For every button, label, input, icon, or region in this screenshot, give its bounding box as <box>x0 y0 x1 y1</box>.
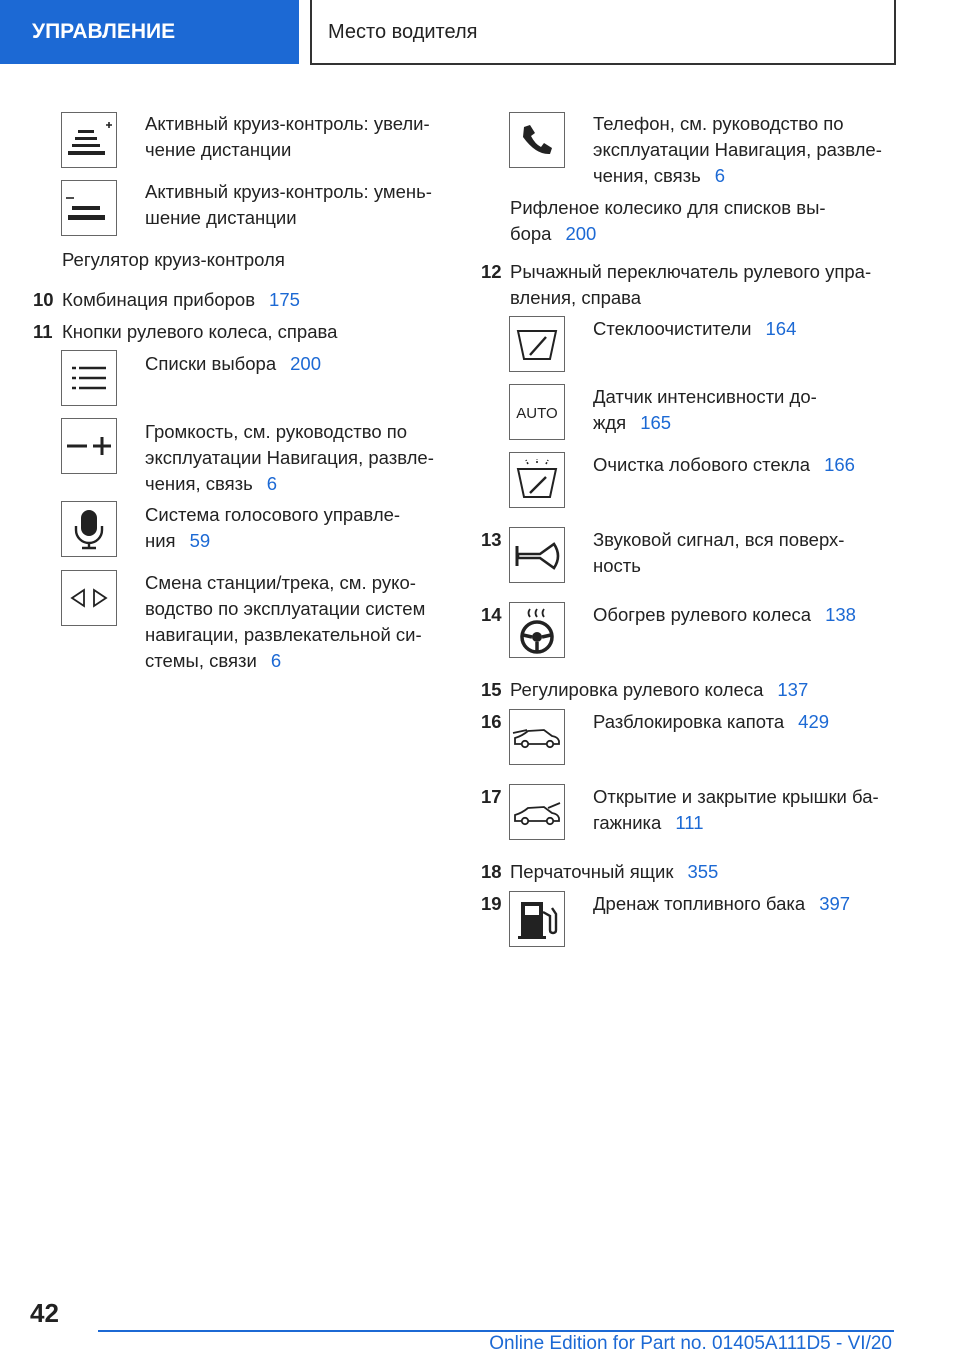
item-17-number: 17 <box>481 786 502 807</box>
item-10-number: 10 <box>33 289 54 310</box>
item-15-text: Регулировка рулевого колеса 137 <box>510 679 809 700</box>
item-10-text: Комбинация приборов 175 <box>62 289 300 310</box>
phone-page-link[interactable]: 6 <box>714 165 726 186</box>
voice-line2: ния 59 <box>145 530 211 551</box>
thumbwheel-page-link[interactable]: 200 <box>565 223 597 244</box>
item-19-text: Дренаж топливного бака 397 <box>593 893 851 914</box>
volume-minus-plus-icon <box>61 418 117 474</box>
cruise-regulator-label: Регулятор круиз-контроля <box>62 249 285 270</box>
item-12-line1: Рычажный переключатель рулевого упра- <box>510 261 872 282</box>
item-16-text: Разблокировка капота 429 <box>593 711 830 732</box>
item-14-text: Обогрев рулевого колеса 138 <box>593 604 856 625</box>
item-14-number: 14 <box>481 604 502 625</box>
volume-page-link[interactable]: 6 <box>266 473 278 494</box>
item-13-number: 13 <box>481 529 502 550</box>
lists-page-link[interactable]: 200 <box>290 353 321 374</box>
volume-line1: Громкость, см. руководство по <box>145 421 408 442</box>
item-13-line2: ность <box>593 555 641 576</box>
acc-decrease-line1: Активный круиз-контроль: умень- <box>145 181 432 202</box>
phone-line2: эксплуатации Навигация, развле- <box>593 139 882 160</box>
item-17-line2: гажника 111 <box>593 812 704 833</box>
thumbwheel-line1: Рифленое колесико для списков вы- <box>510 197 826 218</box>
microphone-icon <box>61 501 117 557</box>
acc-decrease-line2: шение дистанции <box>145 207 297 228</box>
list-icon <box>61 350 117 406</box>
item-19-page-link[interactable]: 397 <box>819 893 851 914</box>
rain-sensor-line1: Датчик интенсивности до- <box>593 386 817 407</box>
fuel-pump-icon <box>509 891 565 947</box>
item-12-number: 12 <box>481 261 502 282</box>
washer-text: Очистка лобового стекла 166 <box>593 454 855 475</box>
item-14-page-link[interactable]: 138 <box>825 604 856 625</box>
item-12-line2: вления, справа <box>510 287 642 308</box>
item-15-page-link[interactable]: 137 <box>777 679 809 700</box>
acc-increase-line1: Активный круиз-контроль: увели- <box>145 113 430 134</box>
horn-icon <box>509 527 565 583</box>
lists-text: Списки выбора 200 <box>145 353 321 374</box>
phone-line3: чения, связь 6 <box>593 165 726 186</box>
item-17-line1: Открытие и закрытие крышки ба- <box>593 786 879 807</box>
previous-next-track-icon <box>61 570 117 626</box>
station-line3: навигации, развлекательной си- <box>145 624 422 645</box>
acc-distance-increase-icon <box>61 112 117 168</box>
item-11-text: Кнопки рулевого колеса, справа <box>62 321 338 342</box>
volume-line3: чения, связь 6 <box>145 473 278 494</box>
item-11-number: 11 <box>33 321 53 342</box>
rain-sensor-page-link[interactable]: 165 <box>640 412 672 433</box>
trunk-lid-icon <box>509 784 565 840</box>
item-16-number: 16 <box>481 711 502 732</box>
chapter-title: Место водителя <box>310 0 896 65</box>
rain-sensor-line2: ждя 165 <box>593 412 672 433</box>
phone-line1: Телефон, см. руководство по <box>593 113 844 134</box>
item-13-line1: Звуковой сигнал, вся поверх- <box>593 529 845 550</box>
washer-page-link[interactable]: 166 <box>824 454 855 475</box>
volume-line2: эксплуатации Навигация, развле- <box>145 447 434 468</box>
wipers-page-link[interactable]: 164 <box>765 318 797 339</box>
item-19-number: 19 <box>481 893 502 914</box>
item-15-number: 15 <box>481 679 502 700</box>
voice-line1: Система голосового управле- <box>145 504 401 525</box>
station-line2: водство по эксплуатации систем <box>145 598 426 619</box>
item-18-text: Перчаточный ящик 355 <box>510 861 719 882</box>
item-17-page-link[interactable]: 111 <box>675 812 704 833</box>
steering-wheel-heating-icon <box>509 602 565 658</box>
section-tab: УПРАВЛЕНИЕ <box>0 0 299 64</box>
station-page-link[interactable]: 6 <box>270 650 282 671</box>
windshield-washer-icon <box>509 452 565 508</box>
rain-sensor-auto-icon <box>509 384 565 440</box>
item-16-page-link[interactable]: 429 <box>798 711 830 732</box>
thumbwheel-line2: бора 200 <box>510 223 597 244</box>
acc-increase-line2: чение дистанции <box>145 139 292 160</box>
footer-divider <box>98 1330 894 1332</box>
station-line1: Смена станции/трека, см. руко- <box>145 572 416 593</box>
svg-text:AUTO: AUTO <box>516 405 558 422</box>
phone-icon <box>509 112 565 168</box>
acc-distance-decrease-icon <box>61 180 117 236</box>
voice-page-link[interactable]: 59 <box>189 530 211 551</box>
item-10-page-link[interactable]: 175 <box>269 289 300 310</box>
hood-release-icon <box>509 709 565 765</box>
page-number: 42 <box>30 1298 59 1328</box>
item-18-number: 18 <box>481 861 502 882</box>
wipers-text: Стеклоочистители 164 <box>593 318 797 339</box>
station-line4: стемы, связи 6 <box>145 650 282 671</box>
footer-edition: Online Edition for Part no. 01405A111D5 - VI/20 <box>489 1333 892 1354</box>
item-18-page-link[interactable]: 355 <box>687 861 719 882</box>
wiper-icon <box>509 316 565 372</box>
